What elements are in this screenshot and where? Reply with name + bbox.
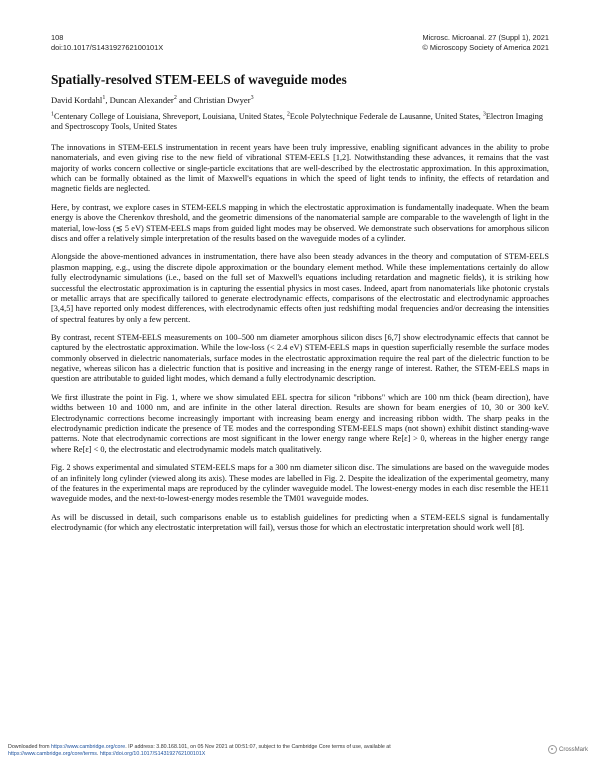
- journal-citation: Microsc. Microanal. 27 (Suppl 1), 2021: [422, 33, 549, 42]
- footer-line-1: [8, 744, 478, 751]
- author-affil-sup: 2: [173, 95, 177, 102]
- author-separator: ,: [105, 95, 110, 105]
- cambridge-core-link[interactable]: https://www.cambridge.org/core: [51, 744, 126, 750]
- crossmark-icon: [548, 745, 557, 754]
- doi-link[interactable]: https://doi.org/10.1017/S143192762100101X: [99, 751, 206, 757]
- copyright-line: © Microscopy Society of America 2021: [422, 42, 549, 52]
- paper-title: Spatially-resolved STEM-EELS of waveguide modes: [51, 72, 347, 87]
- author-list: [51, 95, 551, 106]
- crossmark-badge[interactable]: [548, 745, 588, 754]
- affil-sup: 2: [286, 111, 290, 118]
- author-name: Duncan Alexander: [109, 95, 174, 105]
- footer-text: . IP address: 3.80.168.101, on 05 Nov 2021 at 00:51:07, subject to the Cambridge Core terms of use, available at: [125, 744, 391, 750]
- footer-text: Downloaded from: [8, 744, 51, 750]
- paragraph: We first illustrate the point in Fig. 1, where we show simulated EEL spectra for silicon "ribbons" which are 100 nm thick (beam direction), have widths between 10 and 1000 nm, and are infinite in the other lateral direction. Results are shown for beam energies of 10, 30 or 300 keV. Electrodynamic corrections become increasingly important with increasing beam energy and increasing ribbon width. The sharp peaks in the electrodynamic prediction indicate the presence of TE modes and the corresponding STEM-EELS maps (not shown) exhibit distinct standing-wave patterns. Note that electrodynamic corrections are most significant in the lower energy range where Re[ε] > 0, whereas in the higher energy range where Re[ε] < 0, the electrostatic and electrodynamic models match qualitatively.: [51, 392, 549, 454]
- affil-text: Electron Imaging and Spectroscopy Tools, United States: [51, 112, 543, 132]
- author-name: David Kordahl: [51, 95, 103, 105]
- page-number: 108: [51, 33, 64, 42]
- affil-sup: 3: [482, 111, 486, 118]
- crossmark-label: CrossMark: [558, 746, 588, 753]
- footer-line-2: [8, 751, 478, 758]
- terms-link[interactable]: https://www.cambridge.org/core/terms: [8, 751, 97, 757]
- paragraph: Alongside the above-mentioned advances in instrumentation, there have also been steady advances in the theory and computation of STEM-EELS plasmon mapping, e.g., using the discrete dipole approximation or the boundary element method. While these implementations certainly do allow fully electrodynamic simulations (i.e., based on the full set of Maxwell's equations including retardation and magnetic fields), it is striking how successful the electrostatic approximation is in capturing the essential physics in most cases. Indeed, apart from nanomaterials like photonic crystals or metallic arrays that are specifically tailored to generate electrodynamic effects, comparisons of the electrostatic and electrodynamic approaches [3,4,5] have reported only modest differences, with electrodynamic effects often just redshifting modal frequencies and/or decreasing the intensities of spectral features by only a few percent.: [51, 252, 549, 324]
- running-header-right: [422, 33, 549, 52]
- abstract-body: [51, 143, 549, 542]
- affiliations: [51, 112, 549, 133]
- author-affil-sup: 1: [102, 95, 106, 102]
- paragraph: The innovations in STEM-EELS instrumentation in recent years have been truly impressive, enabling significant advances in the ability to probe nanomaterials, and even giving rise to the new field of vibrational STEM-EELS [1,2]. Notwithstanding these advances, it remains that the vast majority of works concern collective or single-particle excitations that are well-described by the electrostatic approximation. In this approximation, which can be formally obtained as the limit of Maxwell's equations in which the speed of light tends to infinity, the effects of retardation and magnetic fields are neglected.: [51, 143, 549, 194]
- doi-line: doi:10.1017/S143192762100101X: [51, 42, 164, 52]
- author-separator: and: [176, 95, 194, 105]
- paragraph: Fig. 2 shows experimental and simulated STEM-EELS maps for a 300 nm diameter silicon disc. The simulations are based on the waveguide modes of an infinitely long cylinder (viewed along its axis). These modes are labelled in Fig. 2. Despite the idealization of the experimental geometry, many of the features in the experimental maps are reproduced by the cylinder waveguide model. The lowest-energy modes in each disc resemble the HE11 waveguide modes, and the next-to-lowest-energy modes resemble the TM01 waveguide modes.: [51, 463, 549, 504]
- author-affil-sup: 3: [250, 95, 254, 102]
- affil-text: Centenary College of Louisiana, Shreveport, Louisiana, United States,: [54, 112, 287, 121]
- running-header-left: [51, 33, 163, 52]
- affil-text: Ecole Polytechnique Federale de Lausanne, United States,: [289, 112, 483, 121]
- footer-text: .: [96, 751, 100, 757]
- paragraph: By contrast, recent STEM-EELS measurements on 100–500 nm diameter amorphous silicon discs [6,7] show electrodynamic effects that cannot be captured by the electrostatic approximation. While the low-loss (< 2.4 eV) STEM-EELS maps in question superficially resemble the surface modes commonly observed in dielectric nanomaterials, surface modes in the electrostatic approximation require the real part of the dielectric function to be negative, whereas silicon has a dielectric function that is positive and increasing in the energy range of interest. Rather, the STEM-EELS maps in question are attributable to guided light modes, which demand a fully electrodynamic description.: [51, 333, 549, 384]
- affil-sup: 1: [51, 111, 54, 118]
- download-footer: [8, 744, 478, 758]
- author-name: Christian Dwyer: [193, 95, 251, 105]
- paragraph: As will be discussed in detail, such comparisons enable us to establish guidelines for predicting when a STEM-EELS signal is fundamentally electrodynamic (for which any electrostatic interpretation will fail), versus those for which an electrostatic interpretation should work well [8].: [51, 512, 549, 533]
- paragraph: Here, by contrast, we explore cases in STEM-EELS mapping in which the electrostatic approximation is fundamentally inadequate. When the beam energy is above the Cherenkov threshold, and the geometric dimensions of the nanomaterial sample are comparable to the wavelength of light in the material, low-loss (≲ 5 eV) STEM-EELS maps from guided light modes may be observed. We demonstrate such observations for amorphous silicon discs and offer a relatively simple interpretation of the results based on the waveguide modes of a cylinder.: [51, 202, 549, 243]
